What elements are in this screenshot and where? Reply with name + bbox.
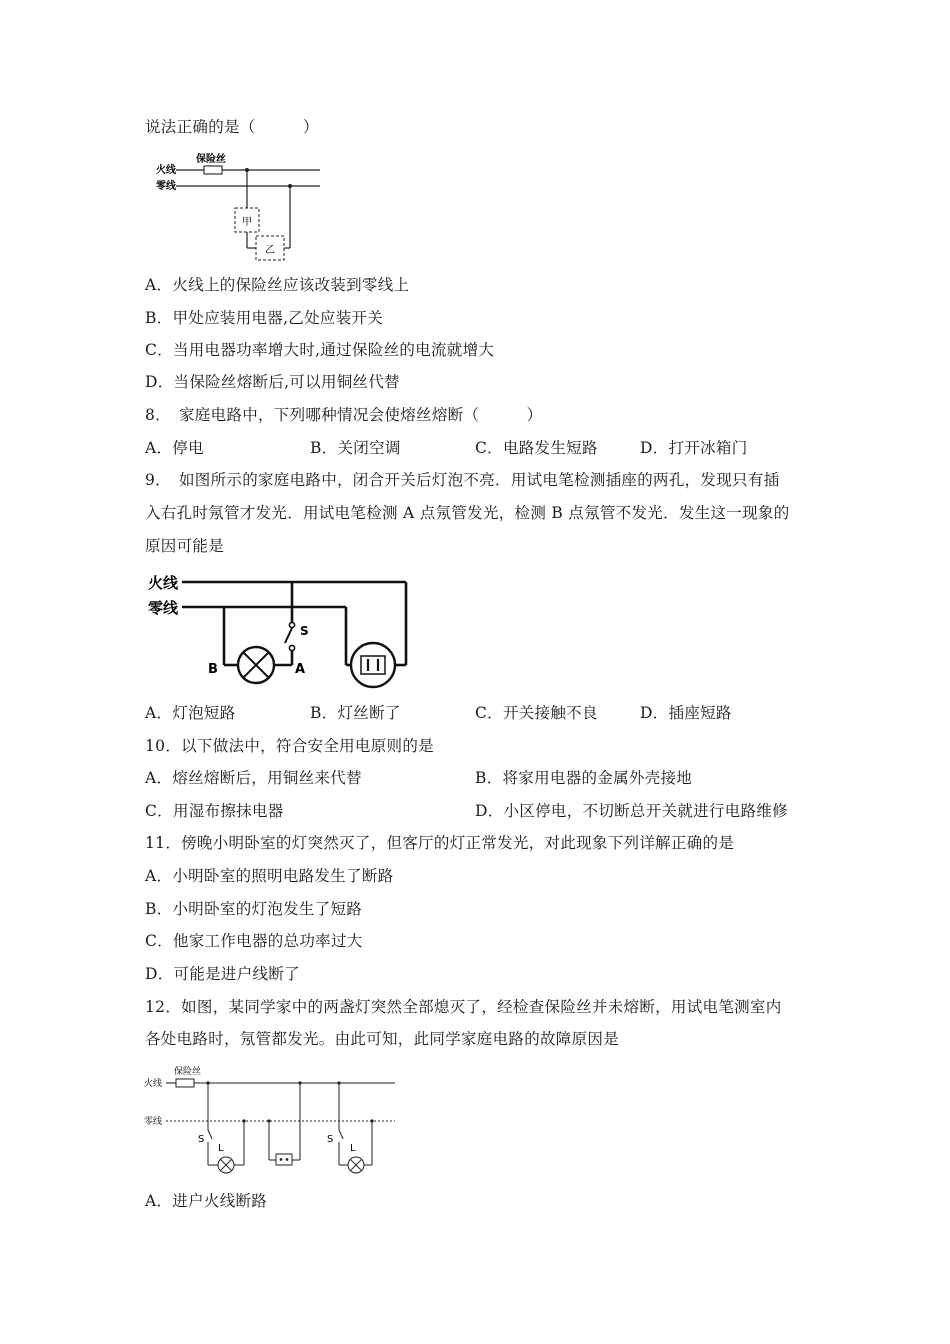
q12-neutral-label: 零线 [144,1117,163,1127]
q7-yi-label: 乙 [265,245,275,256]
q11-option-b: B．小明卧室的灯泡发生了短路 [145,900,363,918]
q9-stem-line-1: 9． 如图所示的家庭电路中，闭合开关后灯泡不亮．用试电笔检测插座的两孔，发现只有插 [145,471,780,489]
q12-stem-line-1: 12．如图，某同学家中的两盏灯突然全部熄灭了，经检查保险丝并未熔断，用试电笔测室内 [145,998,782,1016]
q9-point-b-label: B [208,662,218,677]
q9-option-b: B．灯丝断了 [310,704,401,722]
q12-stem-line-2: 各处电路时，氖管都发光。由此可知，此同学家庭电路的故障原因是 [145,1030,620,1048]
q8-option-d: D．打开冰箱门 [640,439,748,457]
q7-option-a: A．火线上的保险丝应该改装到零线上 [145,276,410,294]
q12-circuit-diagram [140,1062,402,1180]
q10-option-d: D．小区停电，不切断总开关就进行电路维修 [475,802,788,820]
q12-fuse-icon [176,1079,194,1087]
q10-option-b: B．将家用电器的金属外壳接地 [475,769,693,787]
q11-option-d: D．可能是进户线断了 [145,965,300,983]
q10-option-a: A．熔丝熔断后，用铜丝来代替 [145,769,362,787]
q9-option-d: D．插座短路 [640,704,732,722]
q7-stem-tail: 说法正确的是（ ） [145,118,319,136]
q7-option-d: D．当保险丝熔断后,可以用铜丝代替 [145,373,400,391]
q12-right-switch-label: S [327,1134,334,1145]
q9-option-c: C．开关接触不良 [475,704,598,722]
q12-left-lamp-label: L [218,1143,224,1154]
q12-right-lamp-label: L [350,1143,356,1154]
q9-switch-label: S [300,624,309,638]
q9-point-a-label: A [295,662,306,677]
q7-jia-label: 甲 [242,217,252,228]
q9-neutral-label: 零线 [148,599,179,617]
q7-fuse-label: 保险丝 [196,154,226,165]
q8-option-c: C．电路发生短路 [475,439,598,457]
q9-live-label: 火线 [148,574,179,592]
q9-circuit-diagram [140,568,420,692]
q8-stem: 8． 家庭电路中，下列哪种情况会使熔丝熔断（ ） [145,406,543,424]
q7-option-c: C．当用电器功率增大时,通过保险丝的电流就增大 [145,341,495,359]
q9-stem-line-3: 原因可能是 [145,537,225,555]
q7-circuit-diagram [150,150,330,262]
q12-live-label: 火线 [144,1079,163,1089]
q12-fuse-label: 保险丝 [174,1067,202,1077]
q7-neutral-label: 零线 [156,181,176,192]
q12-option-a: A．进户火线断路 [145,1192,268,1210]
q7-live-label: 火线 [156,165,176,176]
q9-stem-line-2: 入右孔时氖管才发光．用试电笔检测 A 点氖管发光，检测 B 点氖管不发光．发生这一现象的 [145,504,790,522]
q11-option-c: C．他家工作电器的总功率过大 [145,932,363,950]
q10-stem: 10．以下做法中，符合安全用电原则的是 [145,737,434,755]
q8-option-b: B．关闭空调 [310,439,401,457]
q12-left-switch-label: S [198,1134,205,1145]
q10-option-c: C．用湿布擦抹电器 [145,802,284,820]
q8-option-a: A．停电 [145,439,204,457]
q9-option-a: A．灯泡短路 [145,704,236,722]
q7-option-b: B．甲处应装用电器,乙处应装开关 [145,309,384,327]
q11-stem: 11．傍晚小明卧室的灯突然灭了，但客厅的灯正常发光，对此现象下列详解正确的是 [145,834,735,852]
q7-fuse-icon [204,166,222,174]
q11-option-a: A．小明卧室的照明电路发生了断路 [145,867,394,885]
q12-socket-icon [276,1154,292,1165]
q9-socket-icon [351,643,395,687]
